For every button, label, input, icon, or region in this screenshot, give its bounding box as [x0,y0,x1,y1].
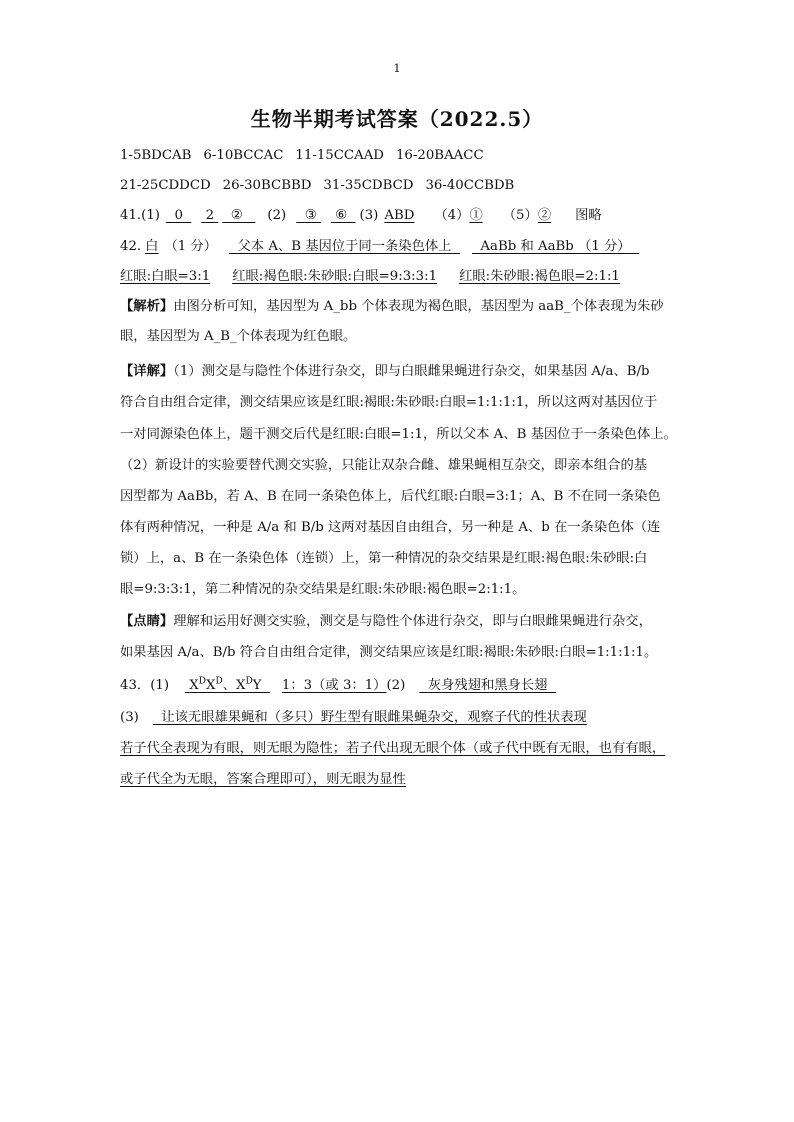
answer: 红眼:褐色眼:朱砂眼:白眼=9:3:3:1 [232,269,438,284]
mc-group: 31-35CDBCD [323,178,414,193]
analysis-text: 由图分析可知，基因型为 A_bb 个体表现为褐色眼，基因型为 aaB_个体表现为朱砂 [173,299,664,314]
answer: 红眼:白眼=3:1 [120,269,211,284]
part-label: (2) [267,208,287,223]
part-label: (2) [386,678,406,693]
q43-line-3 [120,740,665,758]
mc-row-1 [120,147,484,165]
page-title: 生物半期考试答案（2022.5） [250,107,544,131]
mc-group: 16-20BAACC [395,148,484,163]
detail-text: （1）测交是与隐性个体进行杂交，即与白眼雌果蝇进行杂交，如果基因 A/a、B/b [173,364,650,379]
answer: ABD [384,208,415,223]
part-label: (3) [359,208,379,223]
answer: 若子代全表现为有眼，则无眼为隐性；若子代出现无眼个体（或子代中既有无眼，也有有眼， [120,741,666,756]
answer: 让该无眼雄果蝇和（多只）野生型有眼雌果蝇杂交，观察子代的性状表现 [161,710,587,725]
analysis-tag: 【解析】 [120,299,174,314]
detail-line-5: 因型都为 AaBb，若 A、B 在同一条染色体上，后代红眼:白眼=3:1；A、B 不在同一条染色 [120,489,661,504]
answer-note: 图略 [575,208,602,223]
detail-line-4: （2）新设计的实验要替代测交实验，只能让双杂合雌、雄果蝇相互杂交，即亲本组合的基 [120,458,648,473]
detail-line-2: 符合自由组合定律，测交结果应该是红眼:褐眼:朱砂眼:白眼=1:1:1:1，所以这两对基因位于 [120,395,658,410]
answer: AaBb 和 AaBb （1 分） [480,239,631,254]
answer: 白 [145,239,159,254]
answer: 灰身残翅和黑身长翅 [427,678,548,693]
answer: 2 [205,208,215,223]
mc-group: 6-10BCCAC [203,148,284,163]
mc-group: 36-40CCBDB [425,178,515,193]
detail-tag: 【详解】 [120,364,174,379]
question-label: 42. [120,239,142,254]
comment-text: 理解和运用好测交实验，测交是与隐性个体进行杂交，即与白眼雌果蝇进行杂交， [173,614,652,629]
mc-group: 1-5BDCAB [120,148,192,163]
analysis-line-1 [120,298,664,316]
comment-tag: 【点睛】 [120,614,174,629]
part-label: （4） [434,208,470,223]
answer: 0 [174,208,183,223]
q43-line-1 [120,677,556,695]
analysis-line-2: 眼，基因型为 A_B_个体表现为红色眼。 [120,329,357,344]
part-label: （5） [502,208,538,223]
q42-line-1 [120,238,639,256]
comment-line-1 [120,613,652,631]
answer: ⑥ [335,208,348,223]
mc-group: 26-30BCBBD [222,178,312,193]
answer: ③ [304,208,317,223]
q41-line [120,207,602,225]
q43-line-2 [120,709,587,727]
mc-group: 11-15CCAAD [295,148,384,163]
mc-row-2 [120,177,514,195]
answer: ② [230,208,243,223]
detail-line-6: 体有两种情况，一种是 A/a 和 B/b 这两对基因自由组合，另一种是 A、b 在一条染色体（连 [120,520,661,535]
answer: 父本 A、B 基因位于同一条染色体上 [237,239,452,254]
answer: ① [469,208,483,223]
q43-line-4 [120,771,406,789]
detail-line-8: 眼=9:3:3:1，第二种情况的杂交结果是红眼:朱砂眼:褐色眼=2:1:1。 [120,582,526,597]
page-number: 1 [393,62,401,75]
question-label: 41.(1) [120,208,160,223]
mc-group: 21-25CDDCD [120,178,211,193]
answer: 或子代全为无眼，答案合理即可），则无眼为显性 [120,772,406,787]
answer: 1：3（或 3：1） [281,678,387,693]
comment-line-2: 如果基因 A/a、B/b 符合自由组合定律，测交结果应该是红眼:褐眼:朱砂眼:白眼=1:1:1:1。 [120,645,658,660]
answer: ② [537,208,552,223]
question-label: 43．(1) [120,678,170,693]
detail-line-1 [120,363,650,381]
score-note: （1 分） [164,239,218,254]
detail-line-7: 锁）上，a、B 在一条染色体（连锁）上，第一种情况的杂交结果是红眼:褐色眼:朱砂眼:白 [120,551,648,566]
q42-line-2 [120,268,620,286]
answer-genotype: $X^DX^D$、$X^DY$ [189,676,262,693]
part-label: (3) [120,710,139,725]
detail-line-3: 一对同源染色体上，题干测交后代是红眼:白眼=1:1，所以父本 A、B 基因位于一条染色体上。 [120,427,677,442]
answer: 红眼:朱砂眼:褐色眼=2:1:1 [459,269,620,284]
